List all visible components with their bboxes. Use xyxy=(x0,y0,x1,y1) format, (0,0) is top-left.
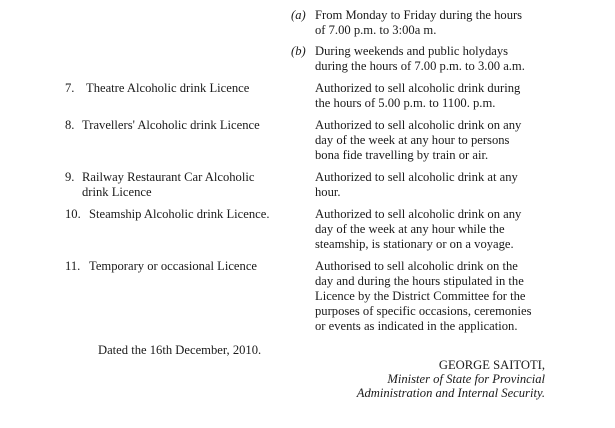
licence-11-desc-line: Authorised to sell alcoholic drink on the xyxy=(315,259,518,273)
licence-9-desc-line: hour. xyxy=(315,185,341,199)
licence-8-desc-line: bona fide travelling by train or air. xyxy=(315,148,489,162)
licence-9-name-line-2: drink Licence xyxy=(82,185,152,199)
continuation-b-line: during the hours of 7.00 p.m. to 3.00 a.m. xyxy=(315,59,525,73)
licence-10-desc-line: Authorized to sell alcoholic drink on any xyxy=(315,207,522,221)
licence-11-desc-line: or events as indicated in the application. xyxy=(315,319,518,333)
continuation-b-label: (b) xyxy=(291,44,306,58)
licence-9-desc-line: Authorized to sell alcoholic drink at any xyxy=(315,170,518,184)
licence-7-number: 7. xyxy=(65,81,75,95)
licence-7-name: Theatre Alcoholic drink Licence xyxy=(86,81,250,95)
dated-line: Dated the 16th December, 2010. xyxy=(98,343,262,357)
licence-11-desc-line: day and during the hours stipulated in the xyxy=(315,274,524,288)
licence-9-name-line-1: Railway Restaurant Car Alcoholic xyxy=(82,170,255,184)
licence-9-description xyxy=(315,170,547,200)
signatory-name: GEORGE SAITOTI, xyxy=(438,358,545,372)
licence-10-desc-line: day of the week at any hour while the xyxy=(315,222,505,236)
licence-8-desc-line: Authorized to sell alcoholic drink on any xyxy=(315,118,522,132)
licence-9-number: 9. xyxy=(65,170,75,184)
licence-7-description xyxy=(315,81,547,111)
licence-10-desc-line: steamship, is stationary or on a voyage. xyxy=(315,237,514,251)
licence-10-description xyxy=(315,207,547,252)
licence-8-name: Travellers' Alcoholic drink Licence xyxy=(82,118,260,132)
licence-11-desc-line: Licence by the District Committee for the xyxy=(315,289,526,303)
continuation-b-text xyxy=(315,44,547,74)
continuation-a-line: From Monday to Friday during the hours xyxy=(315,8,523,22)
signatory-title-line-2: Administration and Internal Security. xyxy=(356,386,545,400)
licence-8-desc-line: day of the week at any hour to persons xyxy=(315,133,510,147)
continuation-a-line: of 7.00 p.m. to 3:00a m. xyxy=(315,23,437,37)
licence-10-number: 10. xyxy=(65,207,81,221)
licence-8-number: 8. xyxy=(65,118,75,132)
licence-8-description xyxy=(315,118,547,163)
licence-7-desc-line: Authorized to sell alcoholic drink during xyxy=(315,81,521,95)
continuation-a-text xyxy=(315,8,547,38)
licence-10-name: Steamship Alcoholic drink Licence. xyxy=(89,207,270,221)
licence-11-number: 11. xyxy=(65,259,81,273)
continuation-a-label: (a) xyxy=(291,8,306,22)
licence-7-desc-line: the hours of 5.00 p.m. to 1100. p.m. xyxy=(315,96,496,110)
signatory-title-line-1: Minister of State for Provincial xyxy=(387,372,545,386)
licence-11-name: Temporary or occasional Licence xyxy=(89,259,257,273)
continuation-b-line: During weekends and public holydays xyxy=(315,44,509,58)
licence-11-description xyxy=(315,259,547,334)
licence-11-desc-line: purposes of specific occasions, ceremonies xyxy=(315,304,532,318)
